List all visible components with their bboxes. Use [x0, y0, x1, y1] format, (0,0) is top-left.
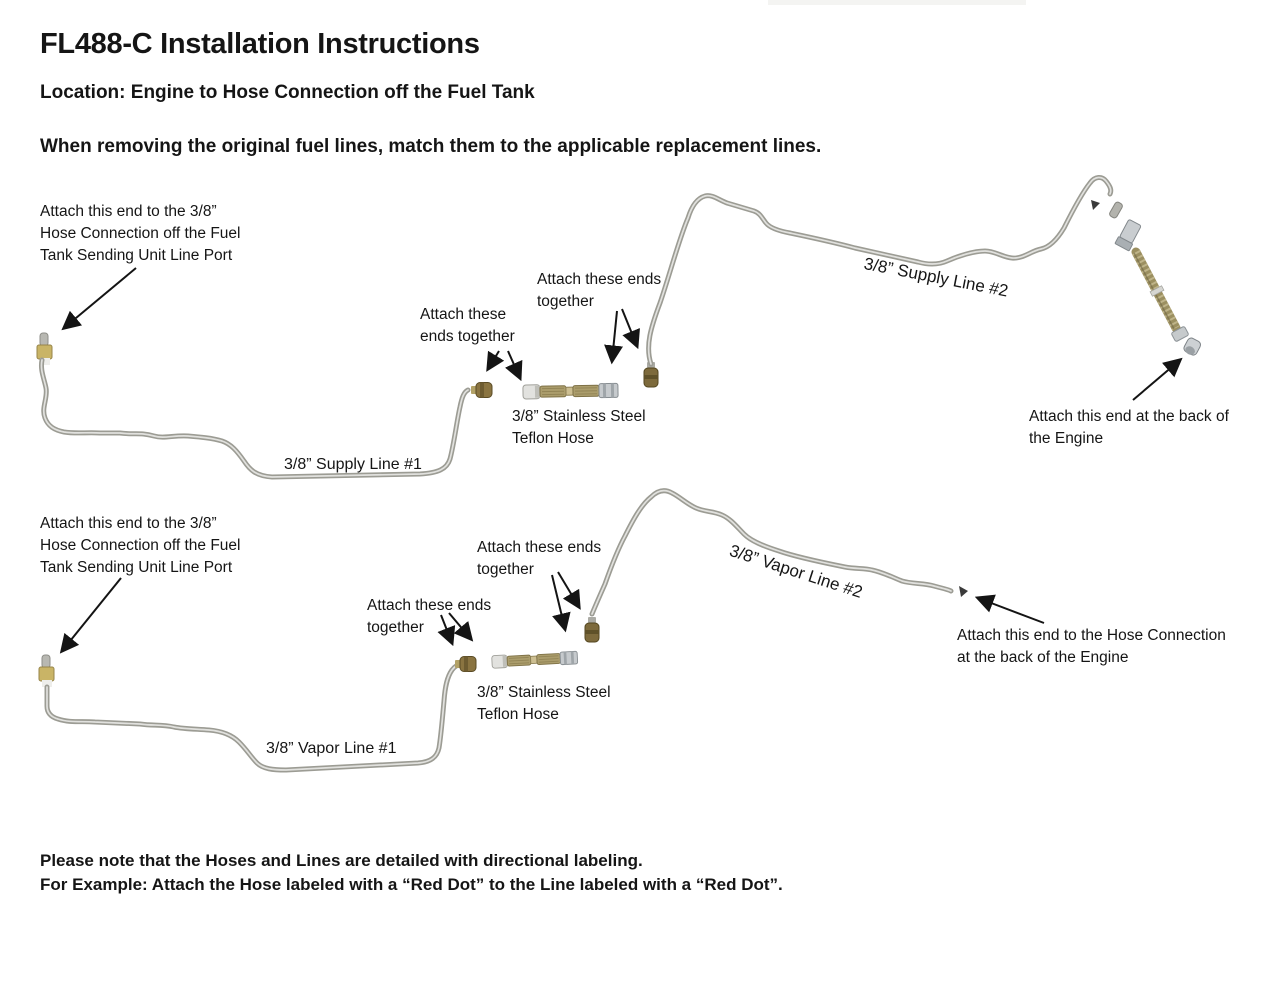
note-line: Teflon Hose: [512, 430, 594, 447]
supply-attach-note-2: [537, 269, 661, 313]
arrow-vapor-engine-end: [978, 598, 1044, 623]
instruction-text: When removing the original fuel lines, match them to the applicable replacement lines.: [40, 136, 822, 157]
note-line: For Example: Attach the Hose labeled with a “Red Dot” to the Line labeled with a “Red Dot”.: [40, 875, 783, 894]
vapor-line-1-end-fitting: [455, 657, 476, 672]
arrow-supply-attach2-a: [612, 311, 617, 361]
note-line: ends together: [420, 328, 515, 345]
supply-tank-note: [40, 201, 240, 267]
note-line: together: [537, 293, 594, 310]
vapor-attach-note-1: [367, 595, 491, 639]
vapor-tank-note: [40, 513, 240, 579]
arrow-supply-attach2-b: [622, 309, 637, 346]
vapor-tank-fitting: [39, 655, 54, 687]
supply-engine-note: [1029, 406, 1229, 450]
note-line: Tank Sending Unit Line Port: [40, 559, 233, 576]
vapor-line-2-highlight: [592, 491, 951, 614]
note-line: Tank Sending Unit Line Port: [40, 247, 233, 264]
note-line: Attach this end at the back of: [1029, 408, 1229, 425]
direction-mark: [1091, 200, 1100, 210]
vapor-line-1-tube: [47, 664, 461, 770]
direction-mark: [959, 586, 968, 597]
directional-labeling-note: [40, 849, 783, 897]
note-line: at the back of the Engine: [957, 649, 1129, 666]
arrow-supply-attach1-a: [488, 351, 499, 369]
arrow-vapor-tank-end: [62, 578, 121, 651]
supply-tank-fitting: [37, 333, 52, 365]
supply-line-1-label: 3/8” Supply Line #1: [284, 456, 422, 473]
note-line: together: [477, 561, 534, 578]
note-line: Attach this end to the 3/8”: [40, 515, 217, 532]
vapor-line-2-tube: [592, 491, 951, 614]
note-line: Please note that the Hoses and Lines are detailed with directional labeling.: [40, 851, 643, 870]
arrow-supply-attach1-b: [508, 351, 520, 378]
note-line: Attach these ends: [537, 271, 662, 288]
vapor-stainless-hose: [492, 651, 578, 668]
vapor-line-1-label: 3/8” Vapor Line #1: [266, 740, 397, 757]
supply-line-1-end-fitting: [471, 383, 492, 398]
engine-hose-assembly: [1109, 201, 1202, 357]
note-line: Hose Connection off the Fuel: [40, 225, 241, 242]
vapor-line-1-highlight: [47, 664, 461, 770]
supply-hose-label: [512, 406, 646, 450]
note-line: Attach this end to the Hose Connection: [957, 627, 1226, 644]
note-line: 3/8” Stainless Steel: [512, 408, 646, 425]
note-line: the Engine: [1029, 430, 1104, 447]
note-line: Attach these: [420, 306, 507, 323]
note-line: Teflon Hose: [477, 706, 559, 723]
supply-stainless-hose: [523, 383, 618, 399]
arrow-supply-engine-end: [1133, 360, 1180, 400]
location-subtitle: Location: Engine to Hose Connection off the Fuel Tank: [40, 82, 535, 103]
note-line: Hose Connection off the Fuel: [40, 537, 241, 554]
page-title: FL488-C Installation Instructions: [40, 28, 480, 60]
vapor-line-2-label: 3/8” Vapor Line #2: [727, 541, 865, 602]
note-line: Attach these ends: [367, 597, 492, 614]
note-line: Attach this end to the 3/8”: [40, 203, 217, 220]
vapor-attach-note-2: [477, 537, 601, 581]
note-line: Attach these ends: [477, 539, 602, 556]
supply-attach-note-1: [420, 304, 515, 348]
arrow-supply-tank-end: [64, 268, 136, 328]
supply-line-2-label: 3/8” Supply Line #2: [862, 254, 1010, 301]
note-line: 3/8” Stainless Steel: [477, 684, 611, 701]
arrow-vapor-attach2-b: [552, 575, 565, 629]
note-line: together: [367, 619, 424, 636]
vapor-hose-label: [477, 682, 611, 726]
vapor-engine-note: [957, 625, 1226, 669]
vapor-line-2-end-fitting: [585, 617, 599, 642]
